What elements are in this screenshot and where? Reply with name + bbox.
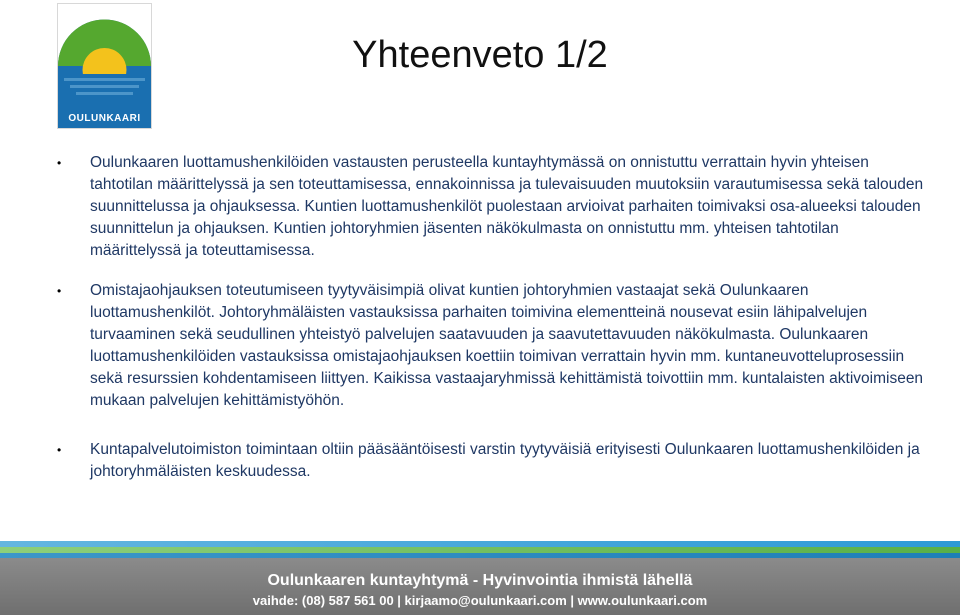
bullet-marker: • <box>57 443 62 457</box>
bullet-item <box>57 439 927 483</box>
bullet-text: Kuntapalvelutoimiston toimintaan oltiin pääsääntöisesti varstin tyytyväisiä erityisesti Oulunkaaren luottamushenkilöiden ja johtoryhmäläisten keskuudessa. <box>90 441 920 480</box>
logo-wordmark: OULUNKAARI <box>68 113 141 124</box>
footer-tagline: Oulunkaaren kuntayhtymä - Hyvinvointia ihmistä lähellä <box>267 572 693 589</box>
bullet-item <box>57 280 927 412</box>
bullet-item <box>57 152 927 262</box>
bullet-text: Oulunkaaren luottamushenkilöiden vastausten perusteella kuntayhtymässä on onnistuttu verrattain hyvin yhteisen tahtotilan määrittelyssä ja sen toteuttamisessa, ennakoinnissa ja tulevaisuuden muutoksiin varautumisessa sekä talouden suunnittelussa ja ohjauksessa. Kuntien luottamushenkilöt puolestaan arvioivat parhaiten toimivaksi osa-alueeksi talouden suunnittelun ja ohjauksen. Kuntien johtoryhmien jäsenten näkökulmasta on onnistuttu mm. yhteisen tahtotilan määrittelyssä ja toteuttamisessa. <box>90 154 924 259</box>
slide-title: Yhteenveto 1/2 <box>352 34 608 76</box>
bullet-text: Omistajaohjauksen toteutumiseen tyytyväisimpiä olivat kuntien johtoryhmien vastaajat sekä Oulunkaaren luottamushenkilöt. Johtoryhmäläisten vastauksissa parhaiten toimivina elementteinä nousevat esiin lähipalvelujen turvaaminen sekä seudullinen yhteistyö palvelujen saatavuuden ja saavutettavuuden näkökulmasta. Oulunkaaren luottamushenkilöiden vastauksissa omistajaohjauksen koettiin toimivan verrattain hyvin mm. kuntaneuvotteluprosessiin sekä resurssien kohdentamiseen liittyen. Kaikissa vastaajaryhmissä kehittämistä toivottiin mm. kuntalaisten aktivoimiseen mukaan palvelujen kehittämistyöhön. <box>90 282 924 409</box>
bullet-list <box>57 152 927 483</box>
footer-contact-info: vaihde: (08) 587 561 00 | kirjaamo@oulunkaari.com | www.oulunkaari.com <box>252 593 708 608</box>
bullet-marker: • <box>57 284 62 298</box>
bullet-marker: • <box>57 156 62 170</box>
footer-bar <box>0 558 960 615</box>
